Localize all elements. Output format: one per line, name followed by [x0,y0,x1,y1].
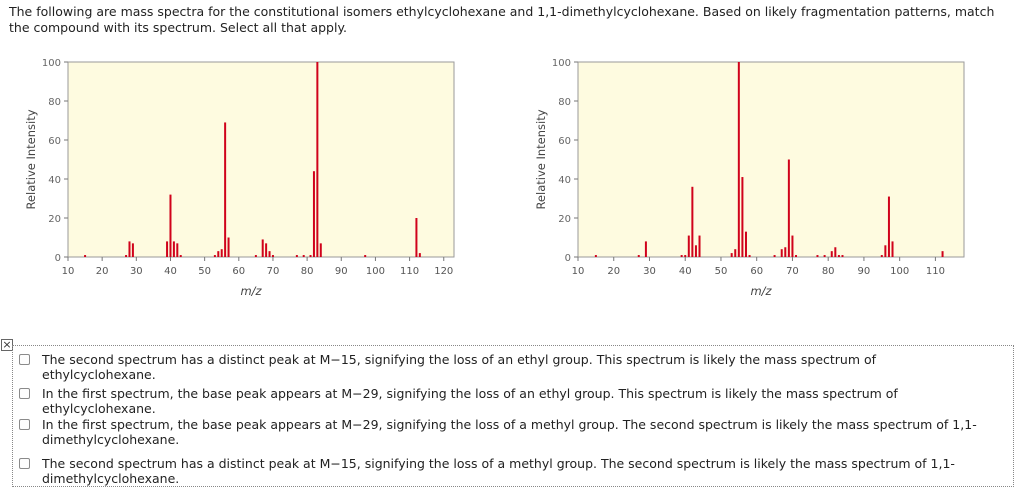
x-tick-label: 20 [607,266,621,277]
y-tick-label: 60 [48,136,61,147]
spectrum-peak [364,255,366,257]
spectrum-peak [214,255,216,257]
x-tick-label: 50 [198,266,212,277]
spectrum-peak [892,241,894,257]
spectrum-peak [738,62,740,257]
spectrum-peak [84,255,86,257]
x-tick-label: 10 [571,266,585,277]
spectrum-peak [838,255,840,257]
answer-options [12,345,1014,487]
spectrum-peak [313,171,315,257]
spectrum-peak [296,255,298,257]
x-tick-label: 10 [61,266,75,277]
spectrum-peak [741,177,743,257]
spectrum-peak [645,241,647,257]
x-tick-label: 100 [890,266,910,277]
x-tick-label: 90 [857,266,871,277]
spectrum-peak [265,243,267,257]
spectrum-peak [942,251,944,257]
spectrum-peak [595,255,597,257]
spectrum-peak [831,251,833,257]
y-tick-label: 40 [558,175,571,186]
spectrum-peak [128,241,130,257]
spectrum-peak [303,255,305,257]
y-tick-label: 100 [551,58,571,69]
spectrum-peak [791,236,793,257]
spectrum-peak [784,247,786,257]
spectrum-peak [272,255,274,257]
spectrum-peak [691,187,693,257]
mass-spectrum-2-svg [510,52,1000,304]
spectrum-peak [169,195,171,257]
x-axis-label: m/z [750,284,772,298]
spectrum-peak [681,255,683,257]
spectrum-peak [269,251,271,257]
y-axis-label: Relative Intensity [24,109,38,210]
spectrum-peak [217,251,219,257]
y-tick-label: 100 [41,58,61,69]
mass-spectrum-1-svg [0,52,490,304]
x-tick-label: 80 [821,266,835,277]
option-4-checkbox[interactable] [19,458,30,469]
x-tick-label: 100 [365,266,385,277]
spectrum-peak [262,239,264,257]
spectrum-peak [132,243,134,257]
option-2-label[interactable]: In the first spectrum, the base peak appears at M−29, signifying the loss of an ethyl group. This spectrum is likely the mass spectrum of ethylcyclohexane. [42,386,898,416]
spectrum-peak [684,255,686,257]
x-tick-label: 90 [334,266,348,277]
spectrum-peak [228,238,230,258]
option-3-checkbox[interactable] [19,419,30,430]
spectrum-peak [795,255,797,257]
question-text: The following are mass spectra for the constitutional isomers ethylcyclohexane and 1,1-dimethylcyclohexane. Based on likely fragmentation patterns, match the compound with its spectrum. Select all that apply. [9,4,995,35]
x-tick-label: 50 [714,266,728,277]
option-4-label[interactable]: The second spectrum has a distinct peak at M−15, signifying the loss of a methyl group. The second spectrum is likely the mass spectrum of 1,1-dimethylcyclohexane. [42,456,955,486]
spectrum-peak [419,253,421,257]
x-tick-label: 20 [95,266,109,277]
spectrum-peak [745,232,747,257]
y-axis-label: Relative Intensity [534,109,548,210]
spectrum-peak [221,249,223,257]
spectrum-peak [176,243,178,257]
spectrum-peak [125,255,127,257]
spectrum-peak [180,255,182,257]
x-tick-label: 70 [786,266,799,277]
x-tick-label: 110 [400,266,420,277]
spectrum-peak [734,249,736,257]
option-2-checkbox[interactable] [19,388,30,399]
x-tick-label: 110 [925,266,945,277]
spectrum-peak [310,255,312,257]
spectrum-peak [224,122,226,257]
spectrum-peak [731,253,733,257]
spectrum-peak [688,236,690,257]
spectrum-peak [781,249,783,257]
spectrum-peak [834,247,836,257]
y-tick-label: 20 [48,214,61,225]
option-1-checkbox[interactable] [19,354,30,365]
spectrum-peak [699,236,701,257]
option-3-label[interactable]: In the first spectrum, the base peak appears at M−29, signifying the loss of a methyl group. The second spectrum is likely the mass spectrum of 1,1-dimethylcyclohexane. [42,417,977,447]
y-tick-label: 0 [564,253,571,264]
x-tick-label: 60 [232,266,246,277]
spectrum-peak [316,62,318,257]
spectrum-peak [638,255,640,257]
x-tick-label: 70 [266,266,280,277]
spectrum-peak [881,255,883,257]
spectrum-peak [695,245,697,257]
y-tick-label: 80 [48,97,61,108]
spectrum-peak [816,255,818,257]
spectrum-peak [824,255,826,257]
y-tick-label: 40 [48,175,61,186]
x-tick-label: 30 [643,266,656,277]
x-tick-label: 60 [750,266,764,277]
spectrum-peak [415,218,417,257]
x-tick-label: 80 [300,266,314,277]
close-icon[interactable]: × [2,338,12,351]
plot-area [68,62,454,257]
x-tick-label: 40 [164,266,177,277]
y-tick-label: 20 [558,214,571,225]
x-tick-label: 30 [129,266,143,277]
option-1-label[interactable]: The second spectrum has a distinct peak at M−15, signifying the loss of an ethyl group. This spectrum is likely the mass spectrum of ethylcyclohexane. [42,352,877,382]
spectrum-peak [166,241,168,257]
spectrum-peak [841,255,843,257]
mass-spectrum-chart-1 [0,52,490,304]
x-axis-label: m/z [240,284,262,298]
spectrum-peak [884,245,886,257]
spectrum-peak [749,255,751,257]
spectrum-peak [774,255,776,257]
spectrum-peak [888,197,890,257]
x-tick-label: 40 [678,266,692,277]
plot-area [578,62,964,257]
mass-spectrum-chart-2 [510,52,1000,304]
y-tick-label: 60 [558,136,571,147]
y-tick-label: 80 [558,97,571,108]
spectrum-peak [255,255,257,257]
spectrum-peak [320,243,322,257]
spectrum-peak [173,241,175,257]
spectrum-peak [788,160,790,258]
y-tick-label: 0 [54,253,61,264]
x-tick-label: 120 [434,266,454,277]
